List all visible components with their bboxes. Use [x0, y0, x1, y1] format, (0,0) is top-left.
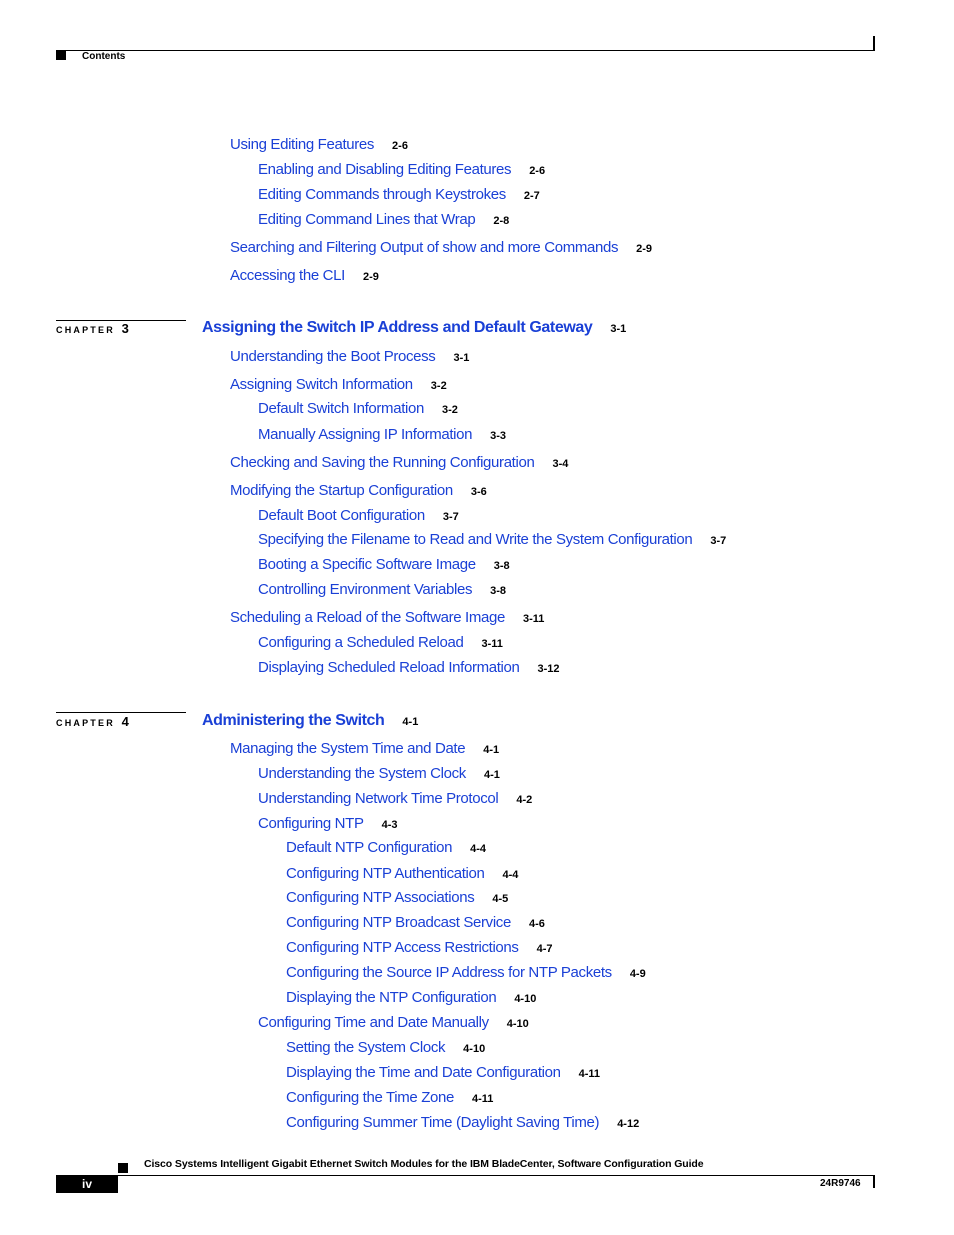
toc-entry[interactable]: Editing Command Lines that Wrap 2-8: [258, 211, 510, 228]
toc-entry[interactable]: Setting the System Clock 4-10: [286, 1039, 486, 1056]
toc-entry[interactable]: Controlling Environment Variables 3-8: [258, 581, 507, 598]
chapter-title[interactable]: Administering the Switch 4-1: [202, 712, 419, 729]
footer-rule: [56, 1175, 875, 1176]
toc-entry[interactable]: Understanding Network Time Protocol 4-2: [258, 790, 533, 807]
toc-entry[interactable]: Modifying the Startup Configuration 3-6: [230, 482, 487, 499]
header-label: Contents: [82, 51, 126, 62]
toc-entry[interactable]: Configuring NTP Authentication 4-4: [286, 865, 519, 882]
toc-entry[interactable]: Displaying the Time and Date Configuration 4-11: [286, 1064, 601, 1081]
toc-entry[interactable]: Specifying the Filename to Read and Write the System Configuration 3-7: [258, 531, 727, 548]
toc-entry[interactable]: Configuring Summer Time (Daylight Saving Time) 4-12: [286, 1114, 640, 1131]
toc-entry[interactable]: Configuring the Source IP Address for NTP Packets 4-9: [286, 964, 646, 981]
toc-entry[interactable]: Booting a Specific Software Image 3-8: [258, 556, 510, 573]
footer-marker: [118, 1163, 128, 1173]
toc-entry[interactable]: Understanding the Boot Process 3-1: [230, 348, 470, 365]
toc-entry[interactable]: Configuring NTP Associations 4-5: [286, 889, 509, 906]
chapter-label: CHAPTER 3: [56, 321, 129, 336]
footer-edge-tick: [873, 1175, 875, 1188]
toc-entry[interactable]: Assigning Switch Information 3-2: [230, 376, 447, 393]
chapter-rule: [56, 320, 186, 321]
toc-entry[interactable]: Configuring Time and Date Manually 4-10: [258, 1014, 529, 1031]
toc-entry[interactable]: Managing the System Time and Date 4-1: [230, 740, 500, 757]
toc-entry[interactable]: Enabling and Disabling Editing Features 2-6: [258, 161, 546, 178]
toc-entry[interactable]: Default NTP Configuration 4-4: [286, 839, 486, 856]
toc-entry[interactable]: Editing Commands through Keystrokes 2-7: [258, 186, 540, 203]
toc-entry[interactable]: Configuring NTP 4-3: [258, 815, 398, 832]
toc-entry[interactable]: Default Boot Configuration 3-7: [258, 507, 459, 524]
chapter-label: CHAPTER 4: [56, 714, 129, 729]
toc-entry[interactable]: Configuring the Time Zone 4-11: [286, 1089, 494, 1106]
chapter-rule: [56, 712, 186, 713]
toc-entry[interactable]: Displaying Scheduled Reload Information 3-12: [258, 659, 560, 676]
toc-entry[interactable]: Displaying the NTP Configuration 4-10: [286, 989, 537, 1006]
toc-entry[interactable]: Accessing the CLI 2-9: [230, 267, 379, 284]
footer-doc-number: 24R9746: [820, 1178, 861, 1189]
toc-entry[interactable]: Checking and Saving the Running Configuration 3-4: [230, 454, 569, 471]
toc-entry[interactable]: Using Editing Features 2-6: [230, 136, 408, 153]
toc-entry[interactable]: Configuring a Scheduled Reload 3-11: [258, 634, 503, 651]
toc-entry[interactable]: Manually Assigning IP Information 3-3: [258, 426, 507, 443]
chapter-title[interactable]: Assigning the Switch IP Address and Default Gateway 3-1: [202, 319, 627, 336]
toc-entry[interactable]: Understanding the System Clock 4-1: [258, 765, 500, 782]
footer-page-number: iv: [81, 1177, 92, 1191]
toc-entry[interactable]: Configuring NTP Broadcast Service 4-6: [286, 914, 545, 931]
toc-entry[interactable]: Configuring NTP Access Restrictions 4-7: [286, 939, 553, 956]
footer-book-title: Cisco Systems Intelligent Gigabit Ethernet Switch Modules for the IBM BladeCenter, Software Configuration Guide: [144, 1158, 704, 1170]
toc-entry[interactable]: Searching and Filtering Output of show and more Commands 2-9: [230, 239, 653, 256]
toc-entry[interactable]: Scheduling a Reload of the Software Image 3-11: [230, 609, 545, 626]
toc-entry[interactable]: Default Switch Information 3-2: [258, 400, 458, 417]
